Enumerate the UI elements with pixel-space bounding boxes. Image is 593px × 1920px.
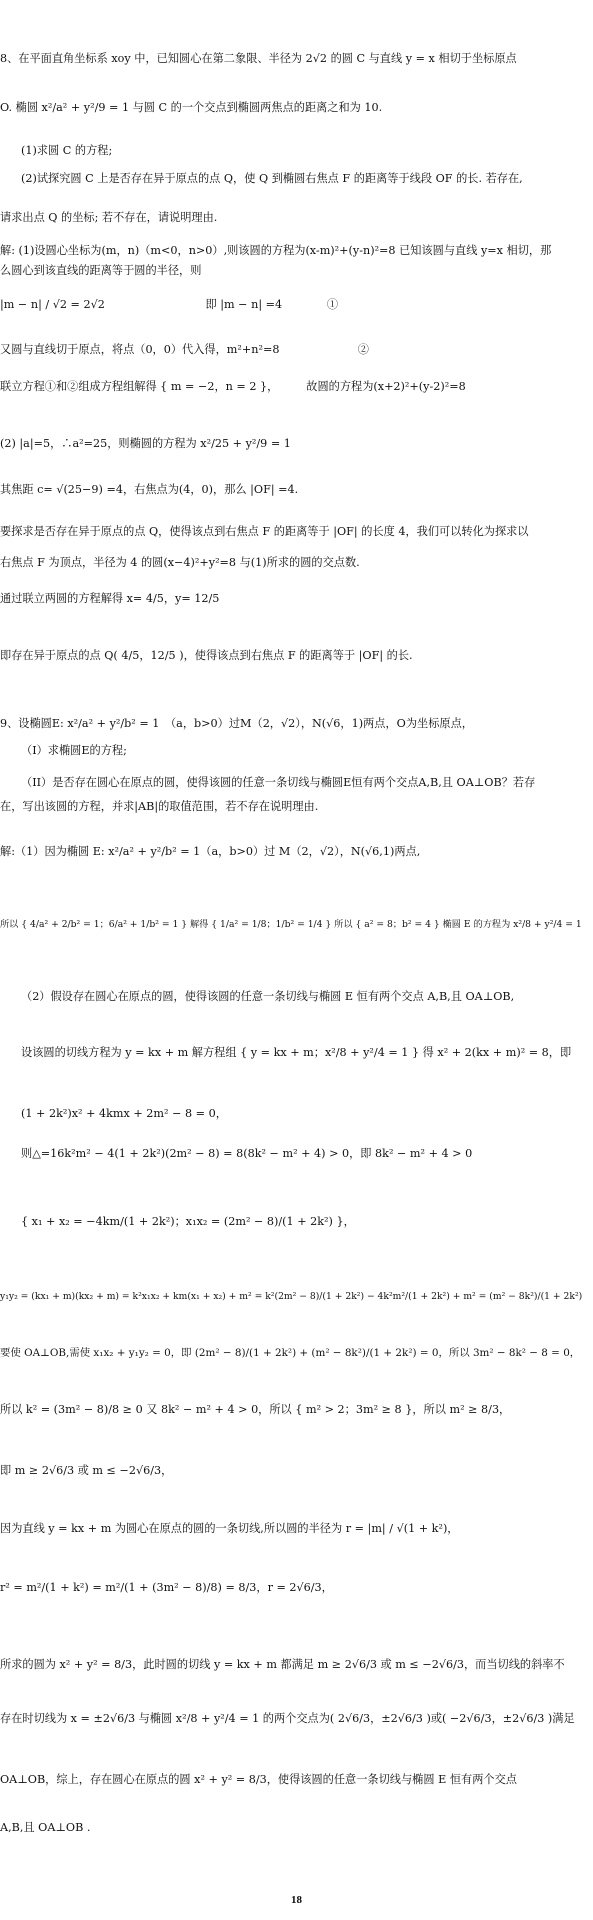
text-line: 即 m ≥ 2√6/3 或 m ≤ −2√6/3， xyxy=(0,1464,173,1477)
text-line: 右焦点 F 为顶点，半径为 4 的圆(x−4)²+y²=8 与(1)所求的圆的交点数. xyxy=(0,556,360,569)
text-line: 么圆心到该直线的距离等于圆的半径，则 xyxy=(0,264,202,277)
text-line: 则△=16k²m² − 4(1 + 2k²)(2m² − 8) = 8(8k² − m² + 4) > 0，即 8k² − m² + 4 > 0 xyxy=(21,1147,473,1160)
text-line: 即存在异于原点的点 Q( 4/5，12/5 )，使得该点到右焦点 F 的距离等于 |OF| 的长. xyxy=(0,649,413,662)
text-line: (2)试探究圆 C 上是否存在异于原点的点 Q，使 Q 到椭圆右焦点 F 的距离等于线段 OF 的长. 若存在, xyxy=(21,172,523,185)
text-line: 9、设椭圆E: x²/a² + y²/b² = 1 （a，b>0）过M（2，√2），N(√6，1)两点，O为坐标原点， xyxy=(0,717,473,730)
text-line: 又圆与直线切于原点，将点（0，0）代入得，m²+n²=8 ② xyxy=(0,343,369,356)
text-line: y₁y₂ = (kx₁ + m)(kx₂ + m) = k²x₁x₂ + km(x₁ + x₂) + m² = k²(2m² − 8)/(1 + 2k²) − 4k²m²/(1 + 2k²) + m² = (m² − 8k²)/(1 + 2k²) xyxy=(0,1291,583,1302)
text-line: r² = m²/(1 + k²) = m²/(1 + (3m² − 8)/8) = 8/3，r = 2√6/3， xyxy=(0,1581,333,1594)
text-line: (2) |a|=5，∴a²=25，则椭圆的方程为 x²/25 + y²/9 = 1 xyxy=(0,437,291,450)
text-line: 存在时切线为 x = ±2√6/3 与椭圆 x²/8 + y²/4 = 1 的两个交点为( 2√6/3，±2√6/3 )或( −2√6/3，±2√6/3 )满足 xyxy=(0,1712,575,1725)
text-line: （II）是否存在圆心在原点的圆，使得该圆的任意一条切线与椭圆E恒有两个交点A,B,且 OA⊥OB？若存 xyxy=(21,776,536,789)
text-line: 联立方程①和②组成方程组解得 { m = −2，n = 2 }， 故圆的方程为(x+2)²+(y-2)²=8 xyxy=(0,380,466,393)
text-line: 要探求是否存在异于原点的点 Q，使得该点到右焦点 F 的距离等于 |OF| 的长度 4，我们可以转化为探求以 xyxy=(0,525,529,538)
text-line: 解:（1）因为椭圆 E: x²/a² + y²/b² = 1（a，b>0）过 M（2，√2），N(√6,1)两点, xyxy=(0,845,421,858)
text-line: 所求的圆为 x² + y² = 8/3，此时圆的切线 y = kx + m 都满足 m ≥ 2√6/3 或 m ≤ −2√6/3，而当切线的斜率不 xyxy=(0,1658,565,1671)
text-line: 所以 { 4/a² + 2/b² = 1；6/a² + 1/b² = 1 } 解得 { 1/a² = 1/8；1/b² = 1/4 } 所以 { a² = 8；b² = 4 } 椭圆 E 的方程为 x²/8 + y²/4 = 1 xyxy=(0,919,582,930)
text-line: |m − n| / √2 = 2√2 即 |m − n| =4 ① xyxy=(0,298,339,311)
text-line: （2）假设存在圆心在原点的圆，使得该圆的任意一条切线与椭圆 E 恒有两个交点 A,B,且 OA⊥OB, xyxy=(21,990,515,1003)
text-line: 8、在平面直角坐标系 xoy 中，已知圆心在第二象限、半径为 2√2 的圆 C 与直线 y = x 相切于坐标原点 xyxy=(0,52,517,65)
text-line: 设该圆的切线方程为 y = kx + m 解方程组 { y = kx + m；x²/8 + y²/4 = 1 } 得 x² + 2(kx + m)² = 8，即 xyxy=(21,1046,572,1059)
text-line: (1 + 2k²)x² + 4kmx + 2m² − 8 = 0， xyxy=(21,1107,227,1120)
text-line: OA⊥OB，综上，存在圆心在原点的圆 x² + y² = 8/3，使得该圆的任意一条切线与椭圆 E 恒有两个交点 xyxy=(0,1773,517,1786)
text-line: 其焦距 c= √(25−9) =4，右焦点为(4，0)，那么 |OF| =4. xyxy=(0,483,299,496)
text-line: (1)求圆 C 的方程; xyxy=(21,144,113,157)
text-line: 要使 OA⊥OB,需使 x₁x₂ + y₁y₂ = 0，即 (2m² − 8)/(1 + 2k²) + (m² − 8k²)/(1 + 2k²) = 0，所以 3m² − 8k² − 8 = 0， xyxy=(0,1347,581,1359)
text-line: 因为直线 y = kx + m 为圆心在原点的圆的一条切线,所以圆的半径为 r = |m| / √(1 + k²)， xyxy=(0,1522,459,1535)
text-line: 请求出点 Q 的坐标; 若不存在，请说明理由. xyxy=(0,211,218,224)
text-line: O. 椭圆 x²/a² + y²/9 = 1 与圆 C 的一个交点到椭圆两焦点的距离之和为 10. xyxy=(0,101,383,114)
text-line: 在，写出该圆的方程，并求|AB|的取值范围，若不存在说明理由. xyxy=(0,800,319,813)
text-line: 所以 k² = (3m² − 8)/8 ≥ 0 又 8k² − m² + 4 > 0，所以 { m² > 2；3m² ≥ 8 }，所以 m² ≥ 8/3， xyxy=(0,1403,511,1416)
text-line: 通过联立两圆的方程解得 x= 4/5，y= 12/5 xyxy=(0,592,220,605)
text-line: A,B,且 OA⊥OB . xyxy=(0,1821,91,1834)
text-line: 解: (1)设圆心坐标为(m，n)（m<0，n>0）,则该圆的方程为(x-m)²+(y-n)²=8 已知该圆与直线 y=x 相切，那 xyxy=(0,244,552,257)
text-line: { x₁ + x₂ = −4km/(1 + 2k²)；x₁x₂ = (2m² − 8)/(1 + 2k²) }， xyxy=(21,1215,355,1228)
text-line: （I）求椭圆E的方程; xyxy=(21,744,127,757)
page-number: 18 xyxy=(291,1894,302,1906)
